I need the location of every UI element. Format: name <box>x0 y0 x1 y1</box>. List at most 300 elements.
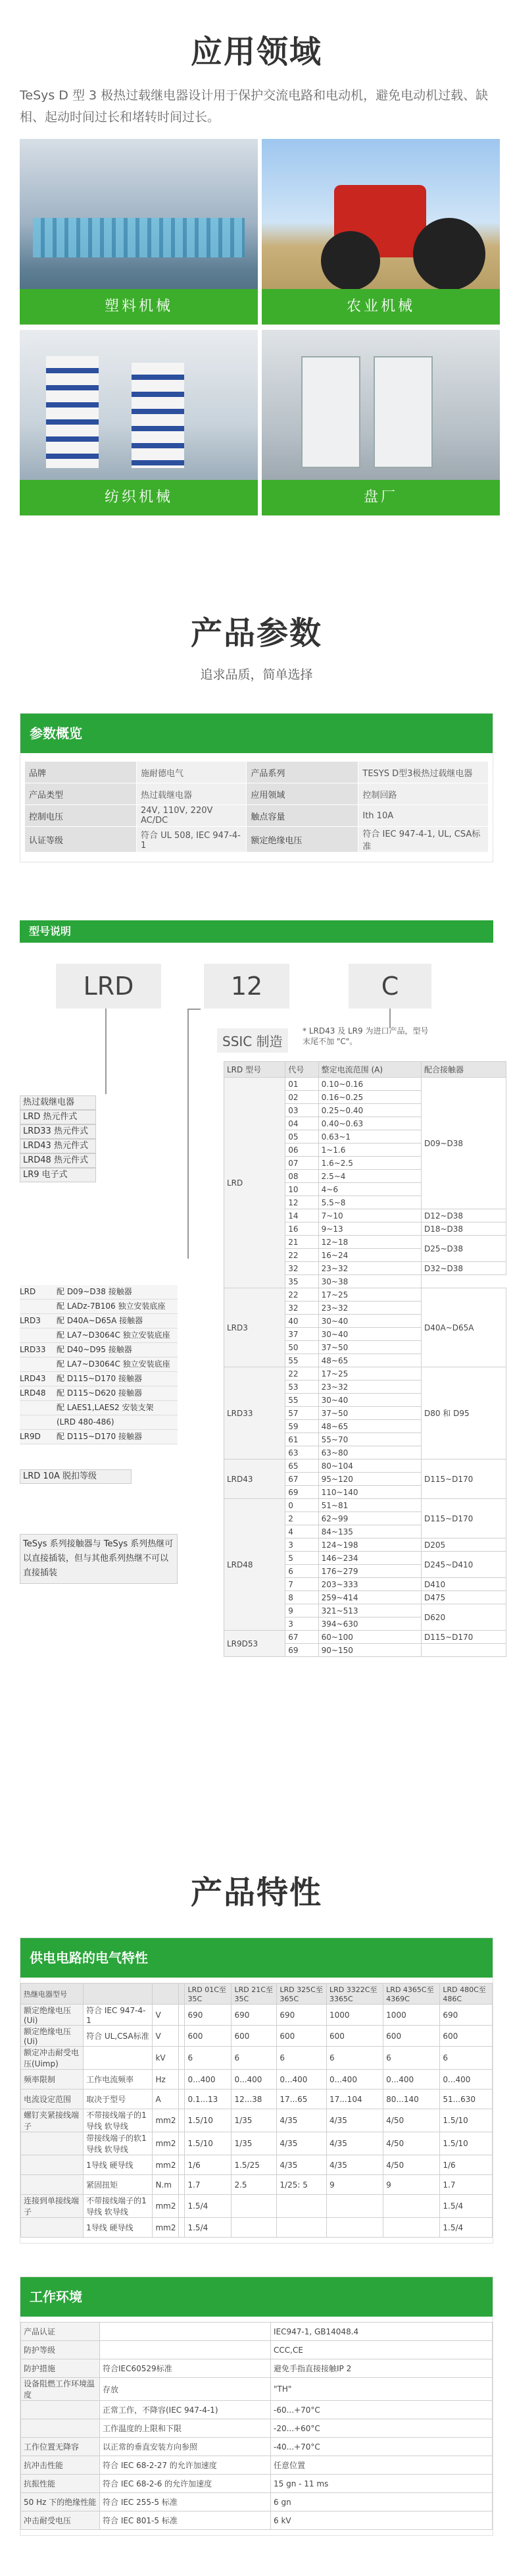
code-suffix: C <box>349 964 431 1009</box>
env-row <box>21 2378 493 2401</box>
env-key: 产品认证 <box>21 2323 100 2341</box>
match-contactor: 配 LAES1,LAES2 安装支架 <box>57 1403 154 1412</box>
model-code: 10 <box>285 1183 318 1196</box>
current-range: 60~100 <box>318 1631 421 1644</box>
model-code: 67 <box>285 1631 318 1644</box>
match-model <box>20 1415 57 1429</box>
elec-value: 6 <box>277 2047 327 2070</box>
textile-machinery-tile <box>20 330 258 515</box>
model-code: 40 <box>285 1315 318 1328</box>
elec-header: LRD 01C至35C <box>185 1984 232 2005</box>
conn-key <box>21 2155 84 2175</box>
env-key <box>21 2419 100 2438</box>
param-key: 应用领域 <box>247 783 358 805</box>
model-code: 32 <box>285 1262 318 1275</box>
elec-value: 80...140 <box>383 2090 440 2109</box>
features-section <box>0 1867 513 2536</box>
env-key: 设备阻燃工作环境温度 <box>21 2378 100 2401</box>
match-model <box>20 1357 57 1371</box>
model-code: 22 <box>285 1249 318 1262</box>
matching-contactor: D205 <box>421 1538 506 1552</box>
conn-value <box>232 2195 277 2218</box>
env-key: 冲击耐受电压 <box>21 2511 100 2530</box>
model-code: 57 <box>285 1407 318 1420</box>
current-range: 84~135 <box>318 1525 421 1538</box>
model-code: 12 <box>285 1196 318 1209</box>
conn-condition: 紧固扭矩 <box>84 2175 153 2195</box>
model-code: 3 <box>285 1617 318 1631</box>
parameters-subtitle: 追求品质，简单选择 <box>200 668 313 682</box>
environment-table <box>20 2322 493 2530</box>
conn-row <box>21 2109 493 2132</box>
matching-contactor: D80 和 D95 <box>421 1367 506 1459</box>
elec-key: 频率限制 <box>21 2070 84 2090</box>
elec-value: 0.1...13 <box>185 2090 232 2109</box>
param-key: 额定绝缘电压 <box>247 827 358 853</box>
model-table-head <box>224 1062 506 1078</box>
model-code: 05 <box>285 1130 318 1143</box>
param-value: 控制回路 <box>358 783 489 805</box>
conn-value: 1.5/10 <box>185 2132 232 2155</box>
elec-value: 0...400 <box>326 2070 383 2090</box>
code-current: 12 <box>204 964 289 1009</box>
conn-value: 4/35 <box>277 2109 327 2132</box>
overview-row <box>25 762 489 783</box>
current-range: 90~150 <box>318 1644 421 1657</box>
model-code: 01 <box>285 1078 318 1091</box>
overview-row <box>25 827 489 853</box>
current-range: 0.25~0.40 <box>318 1104 421 1117</box>
current-range: 48~65 <box>318 1420 421 1433</box>
elec-value: 51...630 <box>440 2090 493 2109</box>
env-value: 任意位置 <box>271 2456 493 2475</box>
env-value: "TH" <box>271 2378 493 2401</box>
env-value: -60...+70°C <box>271 2401 493 2419</box>
match-contactor: 配 D115~D620 接触器 <box>57 1388 142 1398</box>
env-condition: 以正常的垂直安装方向参照 <box>100 2438 271 2456</box>
elec-unit: kV <box>153 2047 179 2070</box>
env-condition: 符合 IEC 68-2-27 的允许加速度 <box>100 2456 271 2475</box>
param-key: 产品类型 <box>25 783 137 805</box>
env-condition: 符合IEC60529标准 <box>100 2359 271 2378</box>
current-range: 37~50 <box>318 1407 421 1420</box>
elec-condition: 符合 UL,CSA标准 <box>84 2026 153 2047</box>
model-code: 0 <box>285 1499 318 1512</box>
elec-value: 0...400 <box>383 2070 440 2090</box>
env-row <box>21 2493 493 2511</box>
model-table-row <box>224 1367 506 1380</box>
current-range: 55~70 <box>318 1433 421 1446</box>
conn-condition: 1导线 硬导线 <box>84 2155 153 2175</box>
current-range: 30~40 <box>318 1315 421 1328</box>
parameters-section <box>0 608 513 862</box>
conn-value <box>277 2195 327 2218</box>
match-item <box>20 1430 178 1444</box>
match-item <box>20 1401 178 1415</box>
conn-value: 1.5/4 <box>440 2195 493 2218</box>
elec-value: 600 <box>185 2026 232 2047</box>
model-code: 9 <box>285 1604 318 1617</box>
elec-key: 额定冲击耐受电压(Uimp) <box>21 2047 84 2070</box>
conn-value: 1/6 <box>440 2155 493 2175</box>
env-row <box>21 2323 493 2341</box>
tile-label: 纺织机械 <box>20 480 258 515</box>
match-item <box>20 1314 178 1328</box>
model-code: 32 <box>285 1301 318 1315</box>
current-range: 80~104 <box>318 1459 421 1473</box>
current-range: 259~414 <box>318 1591 421 1604</box>
conn-unit: mm2 <box>153 2155 179 2175</box>
model-code: 35 <box>285 1275 318 1288</box>
conn-value: 1.5/10 <box>440 2109 493 2132</box>
env-key: 抗冲击性能 <box>21 2456 100 2475</box>
match-contactor: 配 D115~D170 接触器 <box>57 1374 142 1383</box>
match-model: LRD33 <box>20 1345 46 1354</box>
param-value: 符合 UL 508, IEC 947-4-1 <box>137 827 247 853</box>
env-row <box>21 2419 493 2438</box>
conn-blank <box>179 2175 185 2195</box>
agricultural-machinery-tile <box>262 139 500 325</box>
elec-value: 6 <box>185 2047 232 2070</box>
current-range: 124~198 <box>318 1538 421 1552</box>
conn-condition: 带接线端子的软1导线 软导线 <box>84 2132 153 2155</box>
env-key: 50 Hz 下的绝缘性能 <box>21 2493 100 2511</box>
plastic-machinery-tile <box>20 139 258 325</box>
overview-panel <box>20 713 493 862</box>
match-model <box>20 1300 57 1313</box>
model-code: 03 <box>285 1104 318 1117</box>
model-group-name: LR9D53 <box>224 1631 285 1657</box>
relay-type-list <box>20 1095 96 1182</box>
match-item <box>20 1415 178 1430</box>
elec-value: 0...400 <box>440 2070 493 2090</box>
electrical-panel <box>20 1937 493 2244</box>
conn-key: 螺钉夹紧接线端子 <box>21 2109 84 2132</box>
conn-row <box>21 2195 493 2218</box>
conn-value: 1.5/4 <box>440 2218 493 2238</box>
conn-row <box>21 2155 493 2175</box>
model-code: 02 <box>285 1091 318 1104</box>
elec-key: 额定绝缘电压(Ui) <box>21 2026 84 2047</box>
elec-value: 6 <box>440 2047 493 2070</box>
model-code: 04 <box>285 1117 318 1130</box>
match-model <box>20 1328 57 1342</box>
elec-value: 600 <box>440 2026 493 2047</box>
current-range: 0.10~0.16 <box>318 1078 421 1091</box>
model-code: 14 <box>285 1209 318 1222</box>
conn-value <box>232 2218 277 2238</box>
matching-contactor: D40A~D65A <box>421 1288 506 1367</box>
model-diagram <box>20 943 493 1825</box>
current-range: 321~513 <box>318 1604 421 1617</box>
current-range: 0.16~0.25 <box>318 1091 421 1104</box>
env-condition: 符合 IEC 801-5 标准 <box>100 2511 271 2530</box>
current-range: 16~24 <box>318 1249 421 1262</box>
electrical-table <box>20 1983 493 2238</box>
env-condition: 工作温度的上限和下限 <box>100 2419 271 2438</box>
model-code: 6 <box>285 1565 318 1578</box>
conn-blank <box>179 2218 185 2238</box>
env-key: 抗振性能 <box>21 2475 100 2493</box>
env-key: 防护等级 <box>21 2341 100 2359</box>
conn-value: 4/50 <box>383 2155 440 2175</box>
conn-value: 9 <box>383 2175 440 2195</box>
conn-value <box>383 2218 440 2238</box>
env-row <box>21 2359 493 2378</box>
current-range: 95~120 <box>318 1473 421 1486</box>
conn-value: 4/50 <box>383 2109 440 2132</box>
conn-condition: 不带接线端子的1导线 软导线 <box>84 2109 153 2132</box>
current-range: 176~279 <box>318 1565 421 1578</box>
model-code: 16 <box>285 1222 318 1236</box>
param-value: 热过载继电器 <box>137 783 247 805</box>
conn-value: 1/25: 5 <box>277 2175 327 2195</box>
conn-blank <box>179 2195 185 2218</box>
conn-value: 4/35 <box>326 2109 383 2132</box>
current-range: 48~65 <box>318 1354 421 1367</box>
relay-type-item: LRD33 热元件式 <box>20 1124 96 1139</box>
conn-condition: 不带接线端子的1导线 软导线 <box>84 2195 153 2218</box>
current-range: 9~13 <box>318 1222 421 1236</box>
matching-contactor: D18~D38 <box>421 1222 506 1236</box>
model-code: 63 <box>285 1446 318 1459</box>
conn-value: 1/6 <box>185 2155 232 2175</box>
env-row <box>21 2456 493 2475</box>
model-group-name: LRD48 <box>224 1499 285 1631</box>
model-code: 7 <box>285 1578 318 1591</box>
tile-label: 农业机械 <box>262 289 500 325</box>
model-code: 4 <box>285 1525 318 1538</box>
env-key: 防护措施 <box>21 2359 100 2378</box>
conn-value: 4/35 <box>277 2155 327 2175</box>
elec-value: 1000 <box>383 2005 440 2026</box>
conn-key <box>21 2175 84 2195</box>
conn-blank <box>179 2132 185 2155</box>
conn-condition: 1导线 硬导线 <box>84 2218 153 2238</box>
conn-value: 1.5/10 <box>185 2109 232 2132</box>
elec-value: 1000 <box>326 2005 383 2026</box>
model-table-header: 配合接触器 <box>421 1062 506 1078</box>
model-code: 50 <box>285 1341 318 1354</box>
model-note: * LRD43 及 LR9 为进口产品，型号末尾不加 "C"。 <box>303 1026 429 1046</box>
current-range: 1~1.6 <box>318 1143 421 1157</box>
model-code: 61 <box>285 1433 318 1446</box>
model-code: 22 <box>285 1367 318 1380</box>
current-range: 7~10 <box>318 1209 421 1222</box>
match-model: LRD3 <box>20 1316 41 1325</box>
param-key: 认证等级 <box>25 827 137 853</box>
matching-contactor: D245~D410 <box>421 1552 506 1578</box>
matching-contactor: D32~D38 <box>421 1262 506 1275</box>
model-table-row <box>224 1631 506 1644</box>
elec-value: 6 <box>383 2047 440 2070</box>
match-model: LRD48 <box>20 1388 46 1398</box>
env-value: 15 gn - 11 ms <box>271 2475 493 2493</box>
current-range: 23~32 <box>318 1262 421 1275</box>
elec-condition <box>84 2047 153 2070</box>
match-item <box>20 1343 178 1357</box>
match-model: LR9D <box>20 1432 41 1441</box>
elec-unit: V <box>153 2026 179 2047</box>
conn-value <box>326 2218 383 2238</box>
model-bar: 型号说明 <box>20 920 493 943</box>
env-value: -40...+70°C <box>271 2438 493 2456</box>
model-code: 69 <box>285 1486 318 1499</box>
param-value: 24V, 110V, 220V AC/DC <box>137 805 247 827</box>
elec-blank <box>179 2026 185 2047</box>
env-value: -20...+60°C <box>271 2419 493 2438</box>
elec-value: 17...65 <box>277 2090 327 2109</box>
model-table-header: LRD 型号 <box>224 1062 285 1078</box>
conn-key <box>21 2132 84 2155</box>
elec-header <box>153 1984 179 2005</box>
model-table-header: 代号 <box>285 1062 318 1078</box>
compatibility-note: TeSys 系列接触器与 TeSys 系列热继可以直接插装，但与其他系列热继不可以直接插装 <box>20 1534 178 1584</box>
conn-value: 1.5/4 <box>185 2218 232 2238</box>
elec-blank <box>179 2047 185 2070</box>
elec-value: 600 <box>232 2026 277 2047</box>
model-code: 06 <box>285 1143 318 1157</box>
param-key: 触点容量 <box>247 805 358 827</box>
match-contactor: 配 LADz-7B106 独立安装底座 <box>57 1301 166 1311</box>
param-value: 符合 IEC 947-4-1, UL, CSA标准 <box>358 827 489 853</box>
env-condition <box>100 2341 271 2359</box>
relay-type-item: 热过载继电器 <box>20 1095 96 1110</box>
elec-unit: Hz <box>153 2070 179 2090</box>
model-code: 5 <box>285 1552 318 1565</box>
current-range: 0.40~0.63 <box>318 1117 421 1130</box>
relay-type-item: LRD48 热元件式 <box>20 1153 96 1168</box>
model-code: 07 <box>285 1157 318 1170</box>
env-row <box>21 2511 493 2530</box>
application-section <box>0 0 513 515</box>
elec-unit: A <box>153 2090 179 2109</box>
param-value: TESYS D型3极热过载继电器 <box>358 762 489 783</box>
elec-unit: V <box>153 2005 179 2026</box>
conn-value: 1.5/4 <box>185 2195 232 2218</box>
model-code: 8 <box>285 1591 318 1604</box>
current-range: 110~140 <box>318 1486 421 1499</box>
model-table <box>224 1061 506 1657</box>
match-contactor: 配 D40A~D65A 接触器 <box>57 1316 143 1325</box>
matching-contactor: D410 <box>421 1578 506 1591</box>
match-contactor: 配 D40~D95 接触器 <box>57 1345 132 1354</box>
elec-condition: 取决于型号 <box>84 2090 153 2109</box>
current-range: 0.63~1 <box>318 1130 421 1143</box>
current-range: 203~333 <box>318 1578 421 1591</box>
env-key <box>21 2401 100 2419</box>
conn-unit: mm2 <box>153 2195 179 2218</box>
elec-value: 0...400 <box>185 2070 232 2090</box>
elec-value: 600 <box>383 2026 440 2047</box>
switchgear-tile <box>262 330 500 515</box>
param-key: 产品系列 <box>247 762 358 783</box>
elec-header <box>179 1984 185 2005</box>
match-model: LRD <box>20 1287 36 1296</box>
model-table-header: 整定电流范围 (A) <box>318 1062 421 1078</box>
features-title: 产品特性 <box>190 1874 322 1911</box>
model-section <box>0 920 513 1825</box>
model-group-name: LRD <box>224 1078 285 1288</box>
current-range: 17~25 <box>318 1367 421 1380</box>
match-contactor: 配 D09~D38 接触器 <box>57 1287 132 1296</box>
current-range: 23~32 <box>318 1380 421 1394</box>
conn-value: 4/35 <box>326 2155 383 2175</box>
model-code: 22 <box>285 1288 318 1301</box>
application-grid <box>20 139 493 515</box>
elec-header: LRD 21C至35C <box>232 1984 277 2005</box>
conn-row <box>21 2218 493 2238</box>
model-code: 08 <box>285 1170 318 1183</box>
conn-unit: mm2 <box>153 2109 179 2132</box>
model-code: 3 <box>285 1538 318 1552</box>
conn-blank <box>179 2155 185 2175</box>
overview-row <box>25 805 489 827</box>
current-range: 17~25 <box>318 1288 421 1301</box>
tile-label: 塑料机械 <box>20 289 258 325</box>
conn-key <box>21 2218 84 2238</box>
elec-value: 600 <box>277 2026 327 2047</box>
env-value: 6 gn <box>271 2493 493 2511</box>
match-item <box>20 1386 178 1401</box>
current-range: 37~50 <box>318 1341 421 1354</box>
current-range: 30~40 <box>318 1328 421 1341</box>
conn-value: 2.5 <box>232 2175 277 2195</box>
relay-type-item: LRD 热元件式 <box>20 1110 96 1124</box>
conn-unit: mm2 <box>153 2218 179 2238</box>
env-value: 6 kV <box>271 2511 493 2530</box>
env-key: 工作位置无降容 <box>21 2438 100 2456</box>
conn-value: 1/35 <box>232 2109 277 2132</box>
param-value: Ith 10A <box>358 805 489 827</box>
matching-contactor: D25~D38 <box>421 1236 506 1262</box>
model-code: 55 <box>285 1354 318 1367</box>
elec-key: 额定绝缘电压(Ui) <box>21 2005 84 2026</box>
electrical-bar: 供电电路的电气特性 <box>20 1938 493 1978</box>
model-table-row <box>224 1459 506 1473</box>
relay-type-item: LR9 电子式 <box>20 1168 96 1182</box>
elec-header <box>84 1984 153 2005</box>
match-contactor: 配 D115~D170 接触器 <box>57 1432 142 1441</box>
matching-contactor: D09~D38 <box>421 1078 506 1209</box>
overview-row <box>25 783 489 805</box>
current-range: 4~6 <box>318 1183 421 1196</box>
conn-blank <box>179 2109 185 2132</box>
elec-blank <box>179 2005 185 2026</box>
matching-contactor: D115~D170 <box>421 1499 506 1538</box>
model-code: 65 <box>285 1459 318 1473</box>
current-range: 30~40 <box>318 1394 421 1407</box>
elec-value: 690 <box>277 2005 327 2026</box>
model-table-row <box>224 1078 506 1091</box>
matching-contactor <box>421 1644 506 1657</box>
match-model: LRD43 <box>20 1374 46 1383</box>
elec-value: 0...400 <box>232 2070 277 2090</box>
conn-value <box>277 2218 327 2238</box>
model-table-row <box>224 1288 506 1301</box>
current-range: 30~38 <box>318 1275 421 1288</box>
elec-header: LRD 325C至365C <box>277 1984 327 2005</box>
tile-label: 盘厂 <box>262 480 500 515</box>
elec-row <box>21 2090 493 2109</box>
elec-value: 690 <box>232 2005 277 2026</box>
trip-class-label: LRD 10A 脱扣等级 <box>20 1469 132 1484</box>
elec-value: 690 <box>185 2005 232 2026</box>
conn-row <box>21 2175 493 2195</box>
match-item <box>20 1300 178 1314</box>
model-group-name: LRD33 <box>224 1367 285 1459</box>
env-value: IEC947-1, GB14048.4 <box>271 2323 493 2341</box>
